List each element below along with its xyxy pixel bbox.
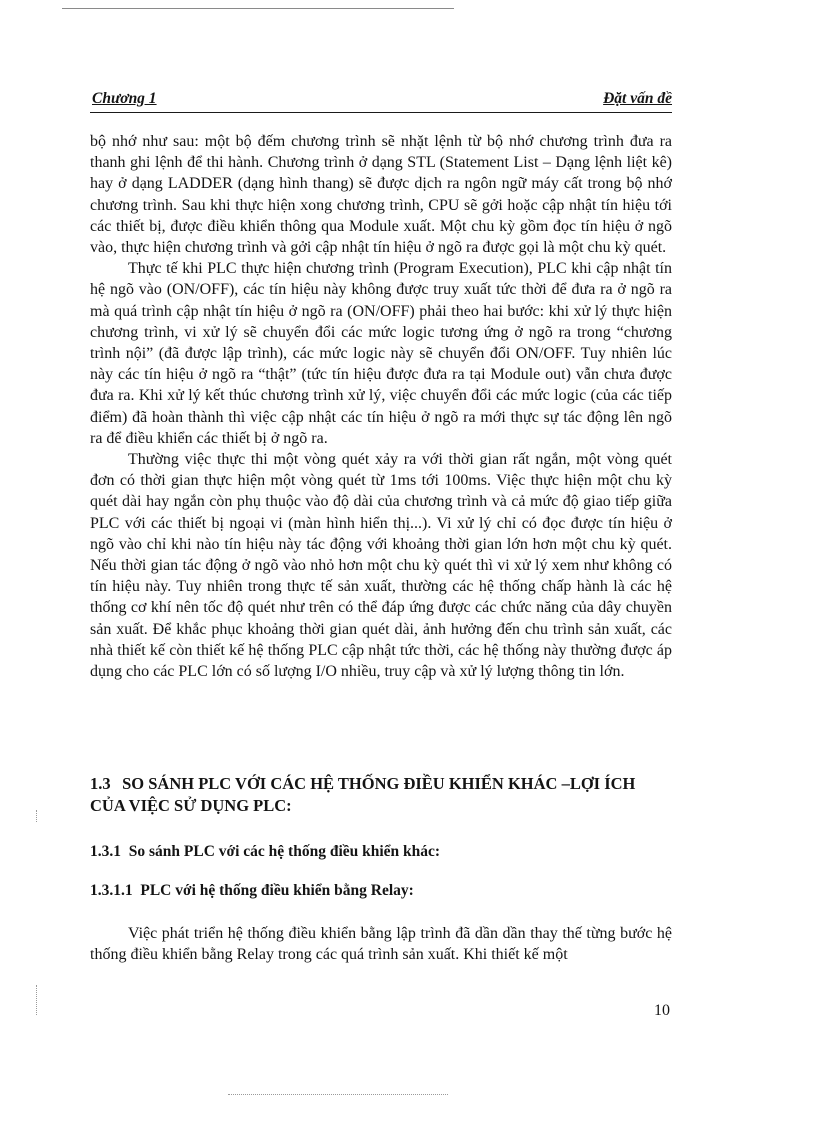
paragraph: Thực tế khi PLC thực hiện chương trình (Program Execution), PLC khi cập nhật tín hệ ngõ vào (ON/OFF), các tín hiệu này không được truy xuất tức thời để đưa ra ở ngõ ra mà quá trình cập nhật tín hiệu ở ngõ ra (ON/OFF) phải theo hai bước: khi xử lý thực hiện chương trình, vi xử lý sẽ chuyển đổi các mức logic tương ứng ở ngõ ra trong “chương trình nội” (đã được lập trình), các mức logic này sẽ chuyển đổi ON/OFF. Tuy nhiên lúc này các tín hiệu ở ngõ ra “thật” (tức tín hiệu được đưa ra tại Module out) vẫn chưa được đưa ra. Khi xử lý kết thúc chương trình xử lý, việc chuyển đổi các mức logic (của các tiếp điểm) đã hoàn thành thì việc cập nhật các tín hiệu ở ngõ ra mới thực sự tác động lên ngõ ra để điều khiển các thiết bị ở ngõ ra. — [90, 260, 672, 447]
subsection-number: 1.3.1 — [90, 843, 121, 860]
margin-mark — [36, 985, 37, 1015]
paragraph: bộ nhớ như sau: một bộ đếm chương trình sẽ nhặt lệnh từ bộ nhớ chương trình đưa ra thanh ghi lệnh để thi hành. Chương trình ở dạng STL (Statement List – Dạng lệnh liệt kê) hay ở dạng LADDER (dạng hình thang) sẽ được dịch ra ngôn ngữ máy cất trong bộ nhớ chương trình. Sau khi thực hiện xong chương trình, CPU sẽ gởi hoặc cập nhật tín hiệu tới các thiết bị, được điều khiển thông qua Module xuất. Một chu kỳ gồm đọc tín hiệu ở ngõ vào, thực hiện chương trình và gởi cập nhật tín hiệu ở ngõ ra được gọi là một chu kỳ quét. — [90, 133, 672, 257]
scan-edge-line — [228, 1094, 448, 1095]
scan-edge-line — [62, 8, 454, 9]
subsubsection-number: 1.3.1.1 — [90, 882, 133, 899]
subsection-title: So sánh PLC với các hệ thống điều khiển khác: — [128, 843, 441, 860]
subsubsection-title: PLC với hệ thống điều khiển bằng Relay: — [140, 882, 414, 899]
body-text — [90, 131, 672, 682]
section-number: 1.3 — [90, 774, 111, 793]
page-number: 10 — [654, 1002, 670, 1019]
page-header — [90, 88, 672, 113]
margin-mark — [36, 810, 37, 822]
section-title: SO SÁNH PLC VỚI CÁC HỆ THỐNG ĐIỀU KHIỂN KHÁC –LỢI ÍCH CỦA VIỆC SỬ DỤNG PLC: — [90, 774, 636, 815]
subsubsection-heading — [90, 881, 672, 901]
chapter-label: Chương 1 — [92, 90, 157, 107]
paragraph: Việc phát triển hệ thống điều khiển bằng lập trình đã dần dần thay thế từng bước hệ thống điều khiển bằng Relay trong các quá trình sản xuất. Khi thiết kế một — [90, 925, 672, 964]
subsection-heading — [90, 842, 672, 862]
body-text-continued — [90, 923, 672, 965]
paragraph: Thường việc thực thi một vòng quét xảy ra với thời gian rất ngắn, một vòng quét đơn có thời gian thực hiện một vòng quét từ 1ms tới 100ms. Việc thực hiện một chu kỳ quét dài hay ngắn còn phụ thuộc vào độ dài của chương trình và cả mức độ giao tiếp giữa PLC với các thiết bị ngoại vi (màn hình hiển thị...). Vi xử lý chỉ có đọc được tín hiệu ở ngõ vào chỉ khi nào tín hiệu này tác động với khoảng thời gian lớn hơn một chu kỳ quét. Nếu thời gian tác động ở ngõ vào nhỏ hơn một chu kỳ quét thì vi xử lý xem như không có tín hiệu này. Tuy nhiên trong thực tế sản xuất, thường các hệ thống chấp hành là các hệ thống cơ khí nên tốc độ quét như trên có thể đáp ứng được các chức năng của dây chuyền sản xuất. Để khắc phục khoảng thời gian quét dài, ảnh hưởng đến chu trình sản xuất, các nhà thiết kế còn thiết kế hệ thống PLC cập nhật tức thời, các hệ thống này thường được áp dụng cho các PLC lớn có số lượng I/O nhiều, truy cập và xử lý lượng thông tin lớn. — [90, 451, 672, 681]
section-heading — [90, 773, 672, 817]
chapter-topic: Đặt vấn đề — [603, 90, 672, 107]
